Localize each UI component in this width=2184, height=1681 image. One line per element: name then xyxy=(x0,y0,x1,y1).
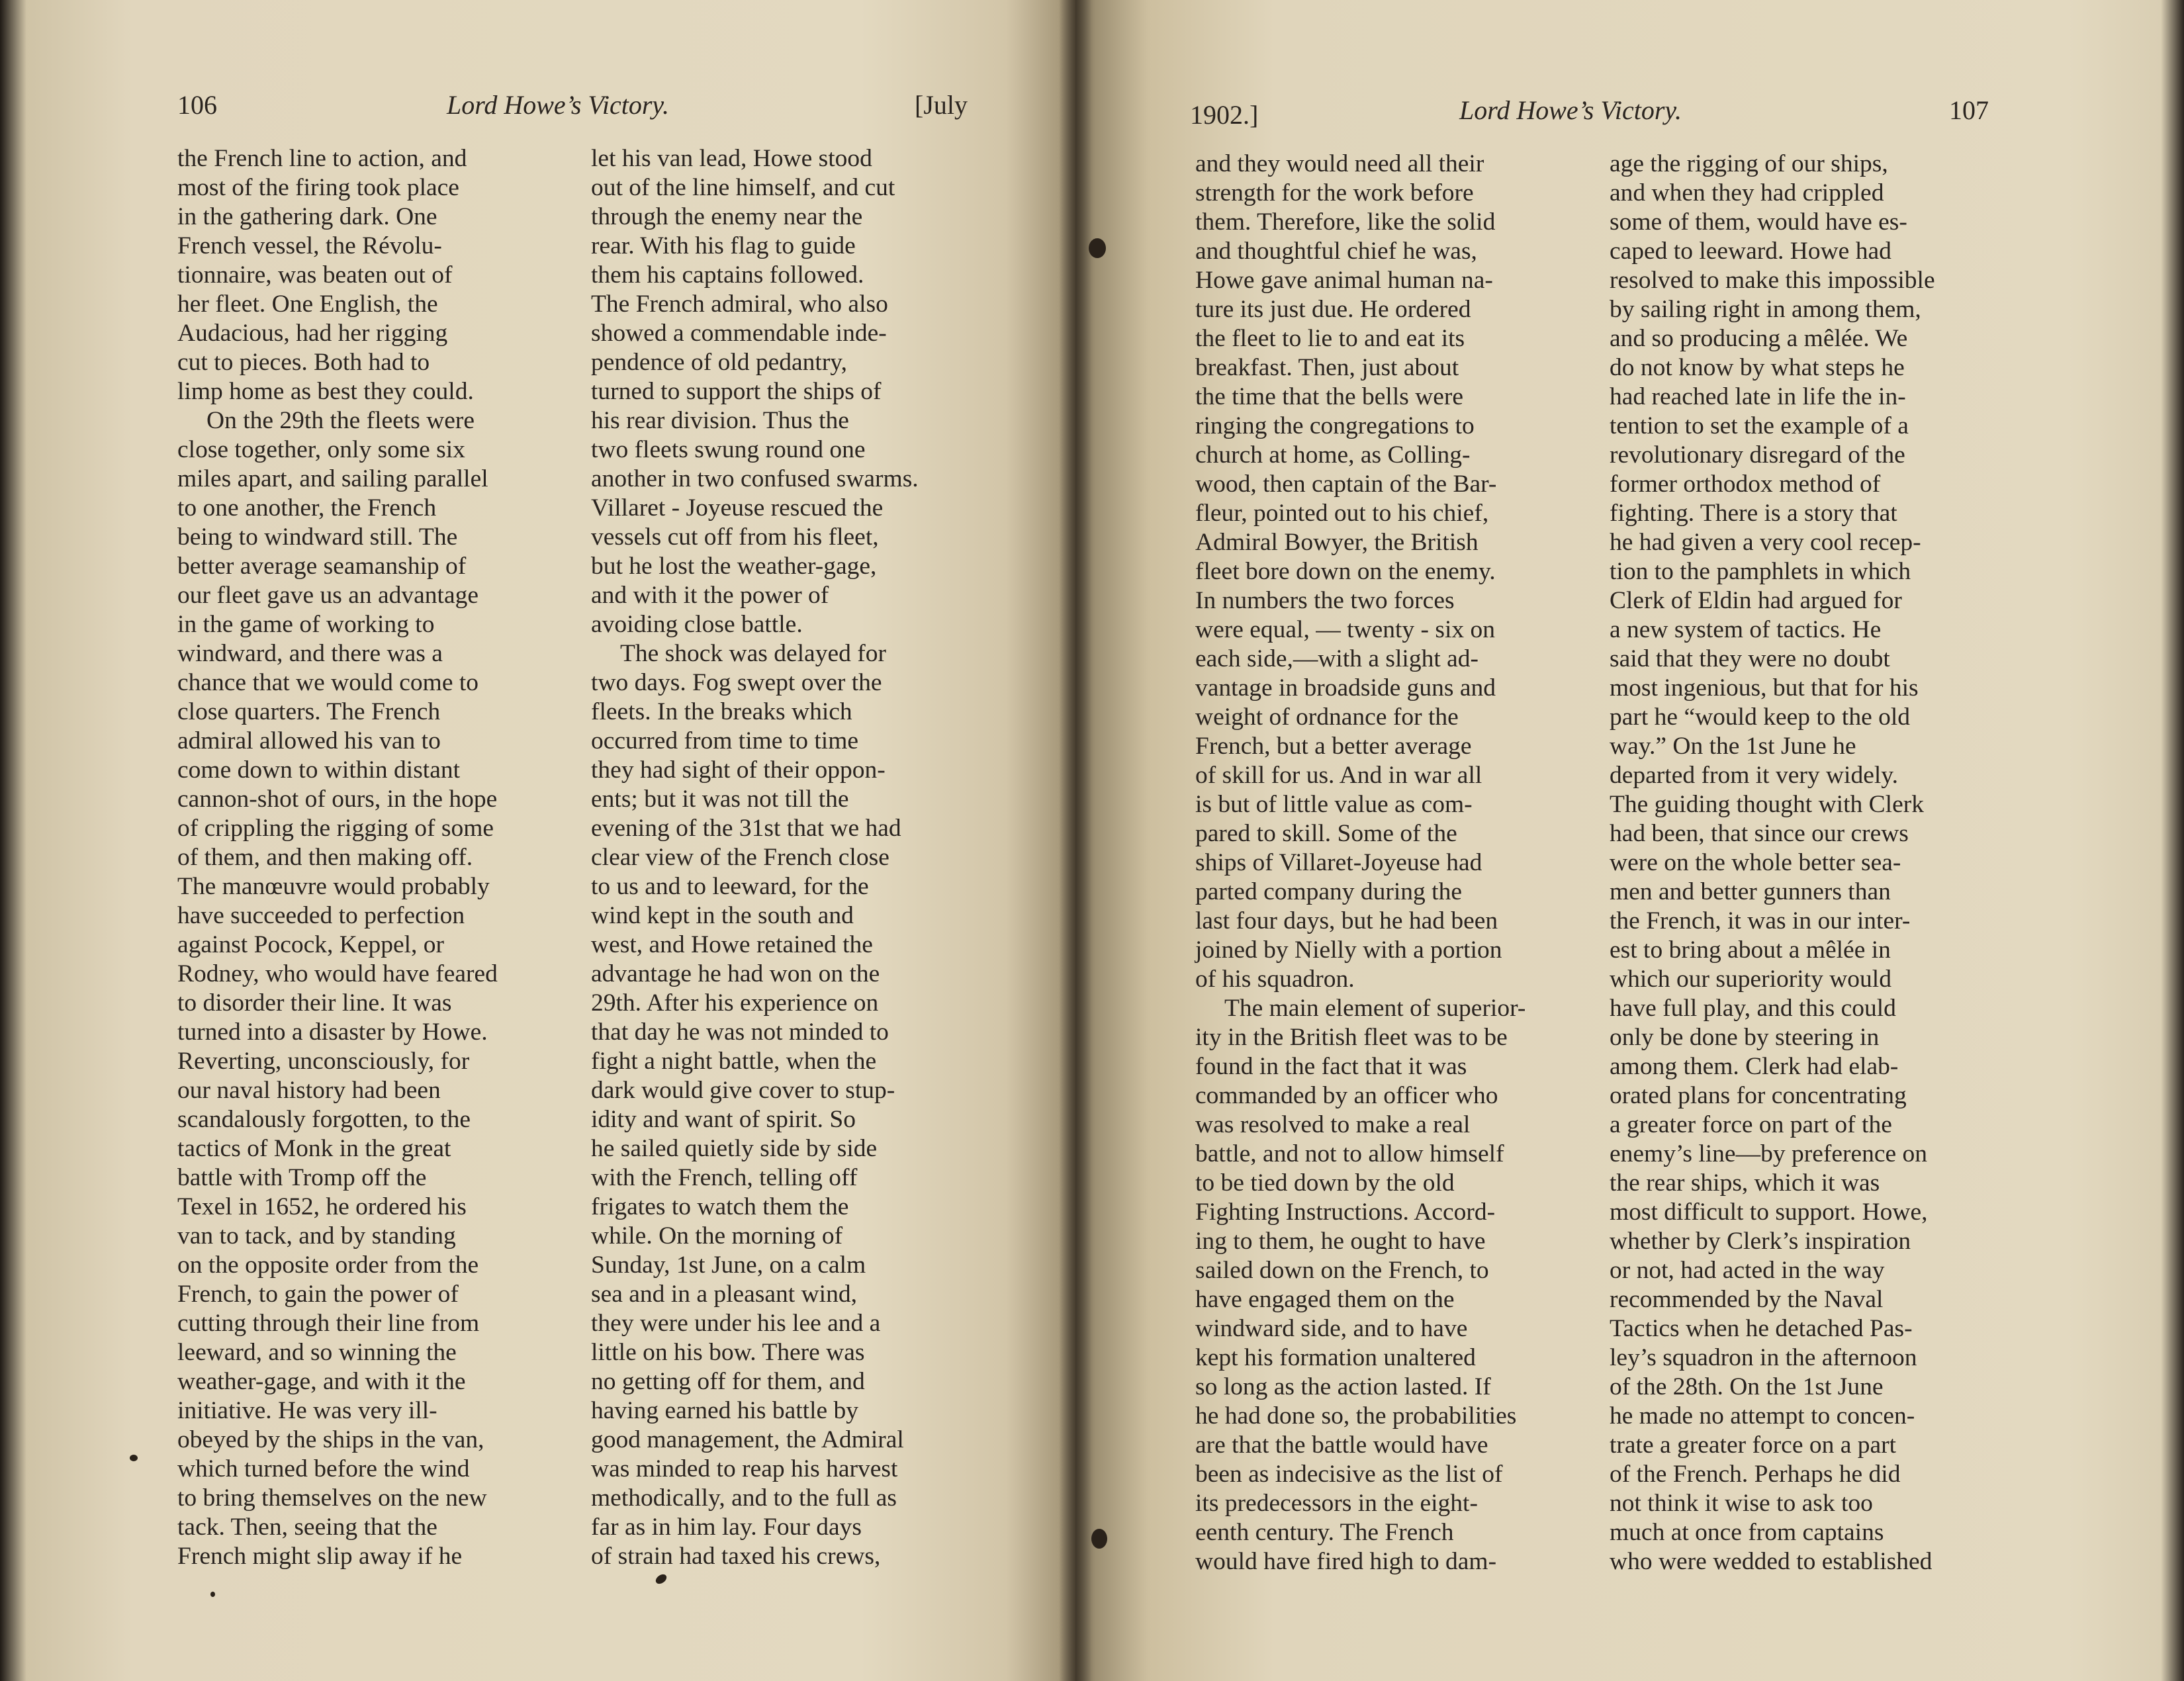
paragraph: let his van lead, Howe stood out of the line himself, and cut through the enemy near the rear. With his flag to guide them his captains followed. The French admiral, who also showed a commendable inde- pendence of old pedantry, turned to support the ships of his rear division. Thus the two fleets swung round one another in two confused swarms. Villaret - Joyeuse rescued the vessels cut off from his fleet, but he lost the weather-gage, and with it the power of avoiding close battle. xyxy=(591,145,919,638)
book-gutter xyxy=(1059,0,1092,1681)
ink-speck xyxy=(210,1592,215,1597)
running-date-left: [July xyxy=(915,90,968,120)
running-title-right: Lord Howe’s Victory. xyxy=(1459,95,1682,125)
right-page-column-2 xyxy=(1610,150,2009,1576)
paragraph: On the 29th the fleets were close together, only some six miles apart, and sailing parallel to one another, the French being to windward still. The better average seamanship of our fleet gave us an advantage in the game of working to windward, and there was a chance that we would come to close quarters. The French admiral allowed his van to come down to within distant cannon-shot of ours, in the hope of crippling the rigging of some of them, and then making off. The manœuvre would probably have succeeded to perfection against Pocock, Keppel, or Rodney, who would have feared to disorder their line. It was turned into a disaster by Howe. Reverting, unconsciously, for our naval history had been scandalously forgotten, to the tactics of Monk in the great battle with Tromp off the Texel in 1652, he ordered his van to tack, and by standing on the opposite order from the French, to gain the power of cutting through their line from leeward, and so winning the weather-gage, and with it the initiative. He was very ill- obeyed by the ships in the van, which turned before the wind to bring themselves on the new tack. Then, seeing that the French might slip away if he xyxy=(177,407,498,1570)
paragraph: the French line to action, and most of the firing took place in the gathering dark. One French vessel, the Révolu- tionnaire, was beaten out of her fleet. One English, the Audacious, had her rigging cut to pieces. Both had to limp home as best they could. xyxy=(177,145,474,405)
left-page-column-1 xyxy=(177,144,568,1571)
paragraph: and they would need all their strength for the work before them. Therefore, like the solid and thoughtful chief he was, Howe gave animal human na- ture its just due. He ordered the fleet to lie to and eat its breakfast. Then, just about the time that the bells were ringing the congregations to church at home, as Colling- wood, then captain of the Bar- fleur, pointed out to his chief, Admiral Bowyer, the British fleet bore down on the enemy. In numbers the two forces were equal, — twenty - six on each side,—with a slight ad- vantage in broadside guns and weight of ordnance for the French, but a better average of skill for us. And in war all is but of little value as com- pared to skill. Some of the ships of Villaret-Joyeuse had parted company during the last four days, but he had been joined by Nielly with a portion of his squadron. xyxy=(1195,150,1502,993)
right-page-column-1 xyxy=(1195,150,1587,1576)
running-title-left: Lord Howe’s Victory. xyxy=(447,90,669,120)
left-page-column-2 xyxy=(591,144,983,1571)
ink-speck xyxy=(1091,1529,1107,1549)
running-date-right: 1902.] xyxy=(1190,100,1259,130)
left-page xyxy=(0,0,1075,1681)
paragraph: The main element of superior- ity in the British fleet was to be found in the fact that it was commanded by an officer who was resolved to make a real battle, and not to allow himself to be tied down by the old Fighting Instructions. Accord- ing to them, he ought to have sailed down on the French, to have engaged them on the windward side, and to have kept his formation unaltered so long as the action lasted. If he had done so, the probabilities are that the battle would have been as indecisive as the list of its predecessors in the eight- eenth century. The French would have fired high to dam- xyxy=(1195,995,1526,1575)
page-number-left: 106 xyxy=(177,90,217,120)
ink-speck xyxy=(654,1572,668,1586)
page-number-right: 107 xyxy=(1949,95,1989,125)
right-page xyxy=(1075,0,2184,1681)
ink-speck xyxy=(130,1455,138,1461)
paragraph: age the rigging of our ships, and when they had crippled some of them, would have es- caped to leeward. Howe had resolved to make this impossible by sailing right in among them, and so producing a mêlée. We do not know by what steps he had reached late in life the in- tention to set the example of a revolutionary disregard of the former orthodox method of fighting. There is a story that he had given a very cool recep- tion to the pamphlets in which Clerk of Eldin had argued for a new system of tactics. He said that they were no doubt most ingenious, but that for his part he “would keep to the old way.” On the 1st June he departed from it very widely. The guiding thought with Clerk had been, that since our crews were on the whole better sea- men and better gunners than the French, it was in our inter- est to bring about a mêlée in which our superiority would have full play, and this could only be done by steering in among them. Clerk had elab- orated plans for concentrating a greater force on part of the enemy’s line—by preference on the rear ships, which it was most difficult to support. Howe, whether by Clerk’s inspiration or not, had acted in the way recommended by the Naval Tactics when he detached Pas- ley’s squadron in the afternoon of the 28th. On the 1st June he made no attempt to concen- trate a greater force on a part of the French. Perhaps he did not think it wise to ask too much at once from captains who were wedded to established xyxy=(1610,150,1935,1575)
paragraph: The shock was delayed for two days. Fog swept over the fleets. In the breaks which occurred from time to time they had sight of their oppon- ents; but it was not till the evening of the 31st that we had clear view of the French close to us and to leeward, for the wind kept in the south and west, and Howe retained the advantage he had won on the 29th. After his experience on that day he was not minded to fight a night battle, when the dark would give cover to stup- idity and want of spirit. So he sailed quietly side by side with the French, telling off frigates to watch them the while. On the morning of Sunday, 1st June, on a calm sea and in a pleasant wind, they were under his lee and a little on his bow. There was no getting off for them, and having earned his battle by good management, the Admiral was minded to reap his harvest methodically, and to the full as far as in him lay. Four days of strain had taxed his crews, xyxy=(591,640,904,1570)
